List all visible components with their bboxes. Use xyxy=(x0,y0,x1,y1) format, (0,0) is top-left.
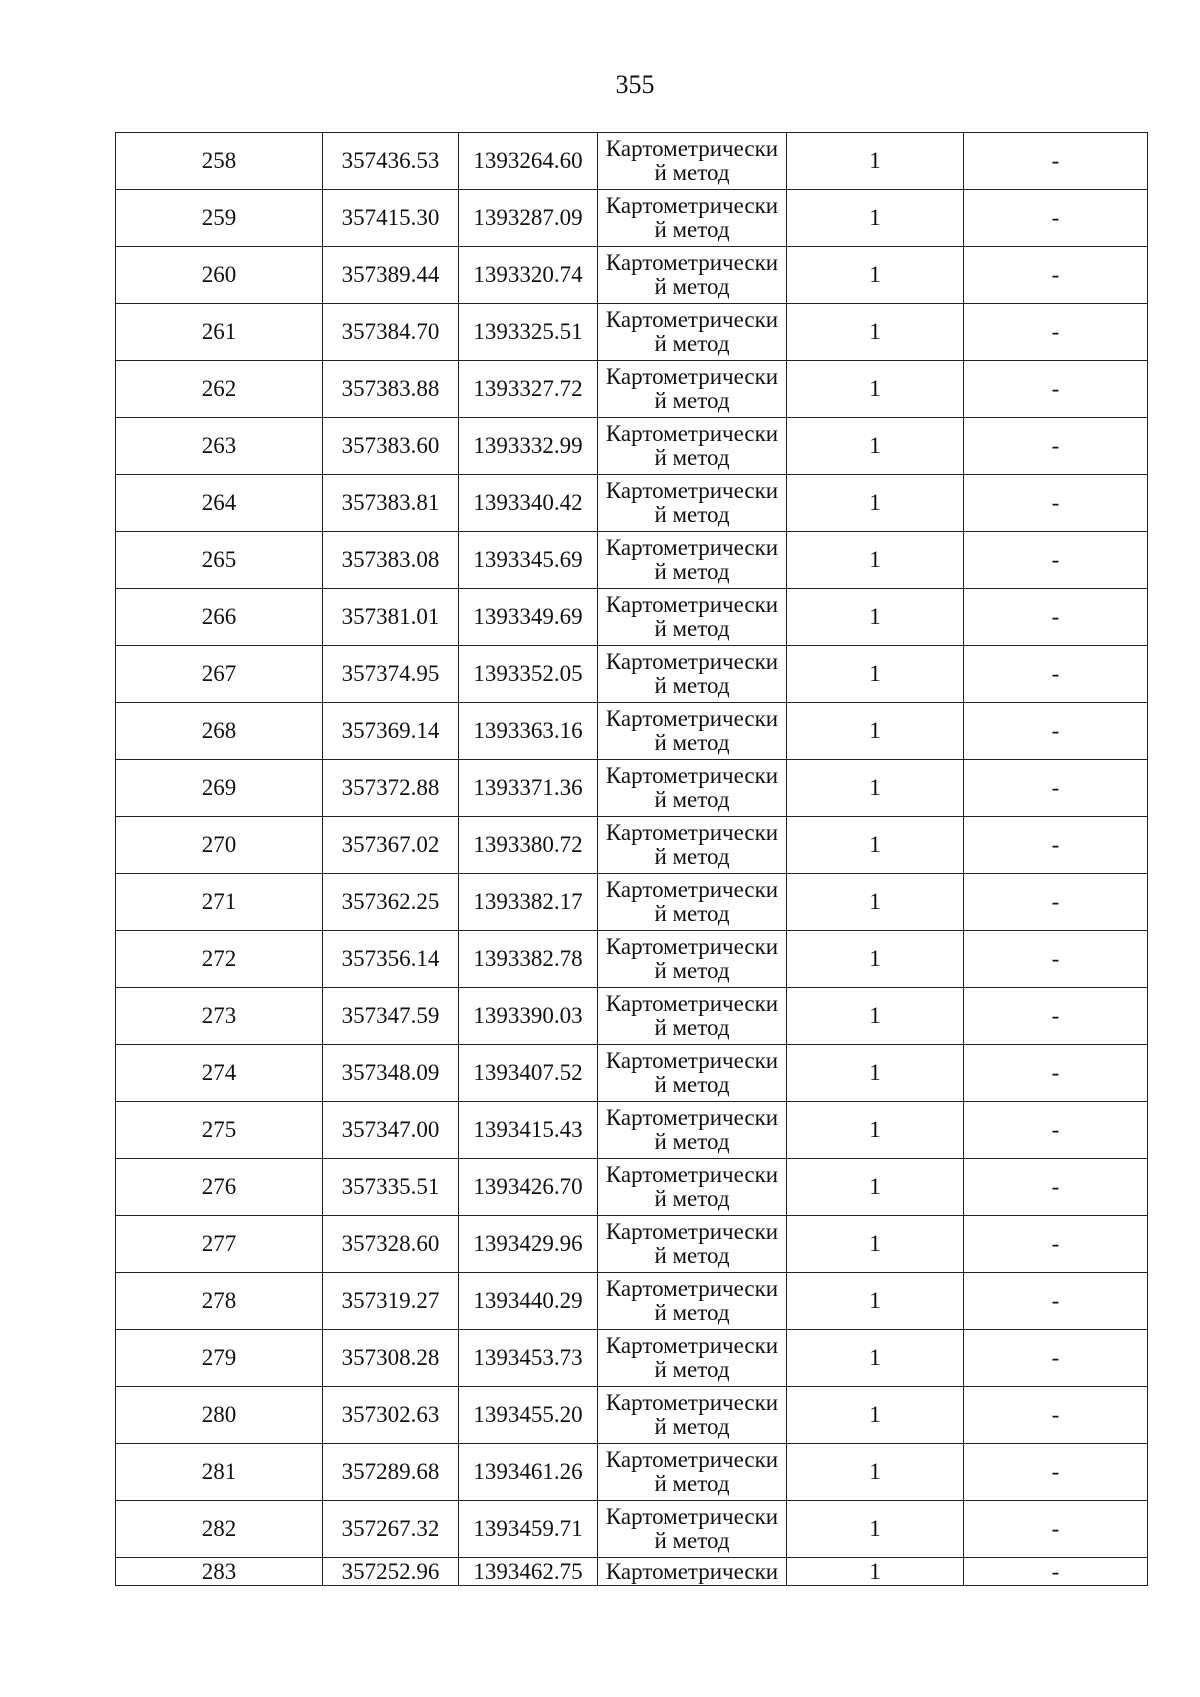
table-row xyxy=(116,1387,1148,1444)
y-coordinate-cell: 1393429.96 xyxy=(459,1216,598,1273)
x-coordinate-cell: 357328.60 xyxy=(323,1216,459,1273)
point-number-cell: 262 xyxy=(116,361,323,418)
method-line-1: Картометрически xyxy=(605,364,779,389)
y-coordinate-cell: 1393349.69 xyxy=(459,589,598,646)
method-cell xyxy=(598,1558,787,1586)
y-coordinate-cell: 1393426.70 xyxy=(459,1159,598,1216)
point-number-cell: 268 xyxy=(116,703,323,760)
method-cell xyxy=(598,1330,787,1387)
accuracy-cell: 1 xyxy=(787,988,964,1045)
point-number-cell: 265 xyxy=(116,532,323,589)
y-coordinate-cell: 1393380.72 xyxy=(459,817,598,874)
method-line-1: Картометрически xyxy=(605,1048,779,1073)
accuracy-cell: 1 xyxy=(787,1501,964,1558)
x-coordinate-cell: 357362.25 xyxy=(323,874,459,931)
table-row xyxy=(116,646,1148,703)
y-coordinate-cell: 1393440.29 xyxy=(459,1273,598,1330)
point-number-cell: 264 xyxy=(116,475,323,532)
method-line-2: й метод xyxy=(654,1243,730,1268)
accuracy-cell: 1 xyxy=(787,1387,964,1444)
page-number: 355 xyxy=(615,70,655,99)
accuracy-cell: 1 xyxy=(787,1558,964,1586)
method-line-2: й метод xyxy=(654,1300,730,1325)
point-number-cell: 272 xyxy=(116,931,323,988)
x-coordinate-cell: 357389.44 xyxy=(323,247,459,304)
point-number-cell: 274 xyxy=(116,1045,323,1102)
accuracy-cell: 1 xyxy=(787,1216,964,1273)
method-line-1: Картометрически xyxy=(605,1504,779,1529)
method-line-1: Картометрически xyxy=(605,1276,779,1301)
point-number-cell: 259 xyxy=(116,190,323,247)
method-line-1: Картометрически xyxy=(605,763,779,788)
table-row xyxy=(116,361,1148,418)
method-line-2: й метод xyxy=(654,217,730,242)
point-number-cell: 278 xyxy=(116,1273,323,1330)
y-coordinate-cell: 1393320.74 xyxy=(459,247,598,304)
method-line-2: й метод xyxy=(654,730,730,755)
x-coordinate-cell: 357289.68 xyxy=(323,1444,459,1501)
accuracy-cell: 1 xyxy=(787,874,964,931)
method-line-2: й метод xyxy=(654,1129,730,1154)
method-cell xyxy=(598,1159,787,1216)
point-number-cell: 279 xyxy=(116,1330,323,1387)
accuracy-cell: 1 xyxy=(787,760,964,817)
method-line-2: й метод xyxy=(654,958,730,983)
y-coordinate-cell: 1393462.75 xyxy=(459,1558,598,1586)
accuracy-cell: 1 xyxy=(787,475,964,532)
point-number-cell: 269 xyxy=(116,760,323,817)
table-row xyxy=(116,133,1148,190)
method-line-2: й метод xyxy=(654,844,730,869)
note-cell: - xyxy=(964,418,1148,475)
note-cell: - xyxy=(964,703,1148,760)
table-row xyxy=(116,418,1148,475)
y-coordinate-cell: 1393363.16 xyxy=(459,703,598,760)
method-line-1: Картометрически xyxy=(605,250,779,275)
x-coordinate-cell: 357372.88 xyxy=(323,760,459,817)
point-number-cell: 281 xyxy=(116,1444,323,1501)
point-number-cell: 270 xyxy=(116,817,323,874)
method-cell xyxy=(598,1216,787,1273)
point-number-cell: 283 xyxy=(116,1558,323,1586)
method-line-1: Картометрически xyxy=(605,535,779,560)
method-cell xyxy=(598,1501,787,1558)
accuracy-cell: 1 xyxy=(787,1444,964,1501)
method-line-1: Картометрически xyxy=(605,136,779,161)
table-row xyxy=(116,1558,1148,1586)
y-coordinate-cell: 1393461.26 xyxy=(459,1444,598,1501)
method-cell xyxy=(598,304,787,361)
point-number-cell: 276 xyxy=(116,1159,323,1216)
method-cell xyxy=(598,931,787,988)
table-row xyxy=(116,703,1148,760)
accuracy-cell: 1 xyxy=(787,646,964,703)
method-line-2: й метод xyxy=(654,559,730,584)
y-coordinate-cell: 1393455.20 xyxy=(459,1387,598,1444)
note-cell: - xyxy=(964,1444,1148,1501)
table-row xyxy=(116,760,1148,817)
accuracy-cell: 1 xyxy=(787,589,964,646)
note-cell: - xyxy=(964,1216,1148,1273)
x-coordinate-cell: 357383.81 xyxy=(323,475,459,532)
method-cell xyxy=(598,1045,787,1102)
note-cell: - xyxy=(964,1159,1148,1216)
point-number-cell: 267 xyxy=(116,646,323,703)
method-line-2: й метод xyxy=(654,274,730,299)
table-row xyxy=(116,247,1148,304)
method-line-2: й метод xyxy=(654,901,730,926)
table-row xyxy=(116,1330,1148,1387)
y-coordinate-cell: 1393382.78 xyxy=(459,931,598,988)
x-coordinate-cell: 357383.88 xyxy=(323,361,459,418)
note-cell: - xyxy=(964,760,1148,817)
method-line-1: Картометрически xyxy=(605,934,779,959)
x-coordinate-cell: 357367.02 xyxy=(323,817,459,874)
accuracy-cell: 1 xyxy=(787,190,964,247)
note-cell: - xyxy=(964,190,1148,247)
point-number-cell: 263 xyxy=(116,418,323,475)
y-coordinate-cell: 1393371.36 xyxy=(459,760,598,817)
method-line-1: Картометрически xyxy=(605,421,779,446)
x-coordinate-cell: 357381.01 xyxy=(323,589,459,646)
table-row xyxy=(116,1045,1148,1102)
method-line-2: й метод xyxy=(654,1414,730,1439)
note-cell: - xyxy=(964,589,1148,646)
method-cell xyxy=(598,988,787,1045)
method-line-1: Картометрически xyxy=(605,1558,779,1584)
method-line-2: й метод xyxy=(654,1072,730,1097)
table-row xyxy=(116,1444,1148,1501)
method-cell xyxy=(598,874,787,931)
table-row xyxy=(116,304,1148,361)
note-cell: - xyxy=(964,874,1148,931)
note-cell: - xyxy=(964,646,1148,703)
method-cell xyxy=(598,475,787,532)
table-row xyxy=(116,589,1148,646)
x-coordinate-cell: 357347.59 xyxy=(323,988,459,1045)
method-cell xyxy=(598,1444,787,1501)
accuracy-cell: 1 xyxy=(787,304,964,361)
point-number-cell: 266 xyxy=(116,589,323,646)
point-number-cell: 261 xyxy=(116,304,323,361)
accuracy-cell: 1 xyxy=(787,247,964,304)
note-cell: - xyxy=(964,247,1148,304)
method-line-1: Картометрически xyxy=(605,1333,779,1358)
note-cell: - xyxy=(964,1501,1148,1558)
y-coordinate-cell: 1393340.42 xyxy=(459,475,598,532)
accuracy-cell: 1 xyxy=(787,931,964,988)
method-cell xyxy=(598,133,787,190)
method-line-1: Картометрически xyxy=(605,307,779,332)
method-cell xyxy=(598,817,787,874)
point-number-cell: 273 xyxy=(116,988,323,1045)
method-cell xyxy=(598,760,787,817)
method-line-2: й метод xyxy=(654,160,730,185)
table-row xyxy=(116,1102,1148,1159)
method-line-1: Картометрически xyxy=(605,193,779,218)
note-cell: - xyxy=(964,1273,1148,1330)
method-line-1: Картометрически xyxy=(605,1447,779,1472)
y-coordinate-cell: 1393382.17 xyxy=(459,874,598,931)
x-coordinate-cell: 357267.32 xyxy=(323,1501,459,1558)
method-cell xyxy=(598,1102,787,1159)
accuracy-cell: 1 xyxy=(787,133,964,190)
note-cell: - xyxy=(964,817,1148,874)
point-number-cell: 271 xyxy=(116,874,323,931)
x-coordinate-cell: 357374.95 xyxy=(323,646,459,703)
table-row xyxy=(116,817,1148,874)
method-line-1: Картометрически xyxy=(605,706,779,731)
accuracy-cell: 1 xyxy=(787,1159,964,1216)
y-coordinate-cell: 1393453.73 xyxy=(459,1330,598,1387)
y-coordinate-cell: 1393390.03 xyxy=(459,988,598,1045)
accuracy-cell: 1 xyxy=(787,1273,964,1330)
point-number-cell: 275 xyxy=(116,1102,323,1159)
table-row xyxy=(116,931,1148,988)
x-coordinate-cell: 357383.60 xyxy=(323,418,459,475)
table-row xyxy=(116,1216,1148,1273)
method-line-2: й метод xyxy=(654,388,730,413)
note-cell: - xyxy=(964,988,1148,1045)
method-line-1: Картометрически xyxy=(605,478,779,503)
y-coordinate-cell: 1393415.43 xyxy=(459,1102,598,1159)
table-row xyxy=(116,190,1148,247)
method-cell xyxy=(598,703,787,760)
note-cell: - xyxy=(964,1102,1148,1159)
method-line-1: Картометрически xyxy=(605,991,779,1016)
accuracy-cell: 1 xyxy=(787,361,964,418)
method-line-2: й метод xyxy=(654,673,730,698)
method-line-2: й метод xyxy=(654,445,730,470)
table-row xyxy=(116,1159,1148,1216)
method-line-2: й метод xyxy=(654,1186,730,1211)
y-coordinate-cell: 1393287.09 xyxy=(459,190,598,247)
x-coordinate-cell: 357436.53 xyxy=(323,133,459,190)
method-cell xyxy=(598,1273,787,1330)
y-coordinate-cell: 1393345.69 xyxy=(459,532,598,589)
method-line-1: Картометрически xyxy=(605,1219,779,1244)
table-row xyxy=(116,988,1148,1045)
x-coordinate-cell: 357348.09 xyxy=(323,1045,459,1102)
method-cell xyxy=(598,532,787,589)
point-number-cell: 258 xyxy=(116,133,323,190)
method-cell xyxy=(598,247,787,304)
method-line-1: Картометрически xyxy=(605,649,779,674)
note-cell: - xyxy=(964,1558,1148,1586)
method-line-2: й метод xyxy=(654,1528,730,1553)
table-row xyxy=(116,1501,1148,1558)
method-line-2: й метод xyxy=(654,787,730,812)
method-cell xyxy=(598,190,787,247)
x-coordinate-cell: 357335.51 xyxy=(323,1159,459,1216)
method-line-2: й метод xyxy=(654,1357,730,1382)
note-cell: - xyxy=(964,475,1148,532)
table-row xyxy=(116,1273,1148,1330)
method-line-1: Картометрически xyxy=(605,1105,779,1130)
method-line-2: й метод xyxy=(654,1015,730,1040)
method-line-1: Картометрически xyxy=(605,592,779,617)
note-cell: - xyxy=(964,1387,1148,1444)
x-coordinate-cell: 357415.30 xyxy=(323,190,459,247)
x-coordinate-cell: 357308.28 xyxy=(323,1330,459,1387)
table-row xyxy=(116,874,1148,931)
accuracy-cell: 1 xyxy=(787,703,964,760)
note-cell: - xyxy=(964,361,1148,418)
accuracy-cell: 1 xyxy=(787,1330,964,1387)
table-row xyxy=(116,532,1148,589)
note-cell: - xyxy=(964,1045,1148,1102)
method-line-2: й метод xyxy=(654,331,730,356)
y-coordinate-cell: 1393327.72 xyxy=(459,361,598,418)
method-cell xyxy=(598,589,787,646)
y-coordinate-cell: 1393325.51 xyxy=(459,304,598,361)
method-line-2: й метод xyxy=(654,1471,730,1496)
point-number-cell: 282 xyxy=(116,1501,323,1558)
method-line-2: й метод xyxy=(654,502,730,527)
coordinates-table xyxy=(115,132,1148,1586)
method-cell xyxy=(598,1387,787,1444)
note-cell: - xyxy=(964,133,1148,190)
x-coordinate-cell: 357302.63 xyxy=(323,1387,459,1444)
accuracy-cell: 1 xyxy=(787,1045,964,1102)
method-line-1: Картометрически xyxy=(605,820,779,845)
method-cell xyxy=(598,361,787,418)
table-body xyxy=(116,133,1148,1586)
point-number-cell: 277 xyxy=(116,1216,323,1273)
note-cell: - xyxy=(964,304,1148,361)
note-cell: - xyxy=(964,931,1148,988)
note-cell: - xyxy=(964,532,1148,589)
accuracy-cell: 1 xyxy=(787,817,964,874)
accuracy-cell: 1 xyxy=(787,418,964,475)
x-coordinate-cell: 357319.27 xyxy=(323,1273,459,1330)
y-coordinate-cell: 1393352.05 xyxy=(459,646,598,703)
y-coordinate-cell: 1393407.52 xyxy=(459,1045,598,1102)
x-coordinate-cell: 357383.08 xyxy=(323,532,459,589)
accuracy-cell: 1 xyxy=(787,1102,964,1159)
point-number-cell: 260 xyxy=(116,247,323,304)
y-coordinate-cell: 1393332.99 xyxy=(459,418,598,475)
method-line-1: Картометрически xyxy=(605,877,779,902)
method-line-1: Картометрически xyxy=(605,1390,779,1415)
point-number-cell: 280 xyxy=(116,1387,323,1444)
x-coordinate-cell: 357356.14 xyxy=(323,931,459,988)
x-coordinate-cell: 357347.00 xyxy=(323,1102,459,1159)
x-coordinate-cell: 357384.70 xyxy=(323,304,459,361)
y-coordinate-cell: 1393264.60 xyxy=(459,133,598,190)
method-line-2: й метод xyxy=(654,616,730,641)
method-line-1: Картометрически xyxy=(605,1162,779,1187)
method-cell xyxy=(598,418,787,475)
note-cell: - xyxy=(964,1330,1148,1387)
accuracy-cell: 1 xyxy=(787,532,964,589)
y-coordinate-cell: 1393459.71 xyxy=(459,1501,598,1558)
table-row xyxy=(116,475,1148,532)
x-coordinate-cell: 357369.14 xyxy=(323,703,459,760)
method-cell xyxy=(598,646,787,703)
x-coordinate-cell: 357252.96 xyxy=(323,1558,459,1586)
